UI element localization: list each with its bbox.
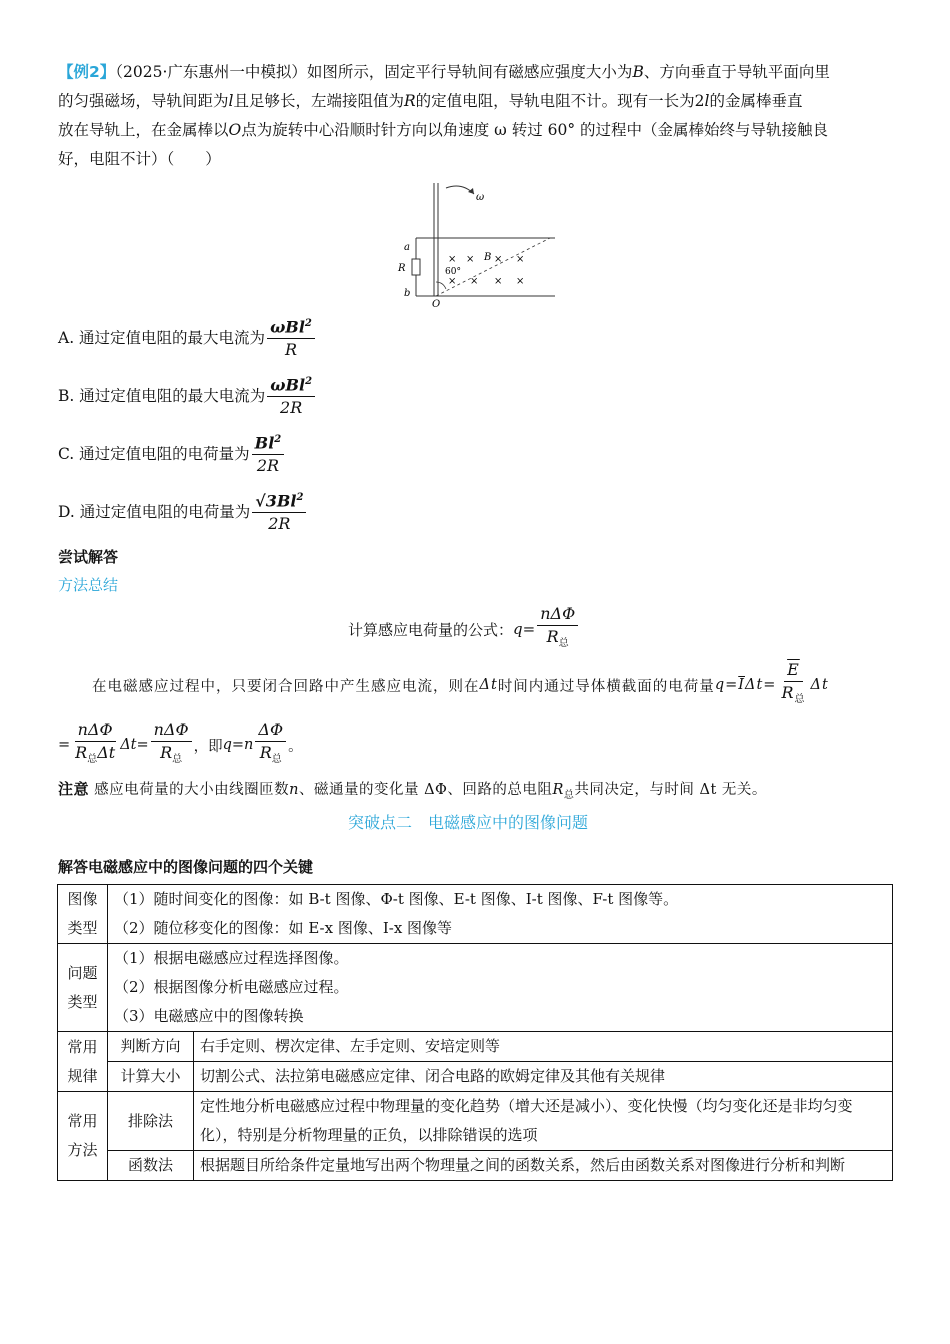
formula-eq: = <box>522 620 536 639</box>
field-cross-icon: × <box>516 254 525 265</box>
deriv-q: q= <box>714 677 739 694</box>
deriv-dt: Δt <box>810 677 829 694</box>
resistor-label: R <box>398 263 406 274</box>
example-text: 放在导轨上，在金属棒以 <box>58 121 229 139</box>
field-cross-icon: × <box>494 254 503 265</box>
table-row <box>58 1032 893 1062</box>
example-line-3 <box>58 116 893 145</box>
row-content: 定性地分析电磁感应过程中物理量的变化趋势（增大还是减小）、变化快慢（均匀变化还是非均匀变化），特别是分析物理量的正负，以排除错误的选项 <box>194 1092 893 1151</box>
symbol-r: R <box>404 92 416 110</box>
symbol-l: l <box>704 92 710 110</box>
example-paragraph <box>58 58 893 174</box>
option-fraction: $\frac{√3Bl^2}{2R}$ <box>252 488 306 534</box>
table-row <box>58 1151 893 1181</box>
arrow-head-icon <box>468 188 474 194</box>
field-cross-icon: × <box>466 254 475 265</box>
deriv-text: 时间内通过导体横截面的电荷量 <box>497 678 715 695</box>
method-summary-heading: 方法总结 <box>58 576 119 594</box>
deriv-dt: Δt= <box>120 737 149 754</box>
point-b-label: b <box>404 288 411 299</box>
note-r: R <box>552 782 564 798</box>
field-cross-icon: × <box>448 276 457 287</box>
deriv-dt: Δt= <box>744 677 777 694</box>
example-line-1 <box>58 58 893 87</box>
derivation-line-2 <box>58 720 303 770</box>
row-content: 右手定则、楞次定律、左手定则、安培定则等 <box>194 1032 893 1062</box>
example-line-2 <box>58 87 893 116</box>
resistor-symbol <box>412 259 420 275</box>
deriv-text: ，即 <box>193 738 223 755</box>
table-title: 解答电磁感应中的图像问题的四个关键 <box>58 858 314 876</box>
note-label: 注意 <box>58 780 90 798</box>
option-text: A. 通过定值电阻的最大电流为 <box>58 329 266 348</box>
omega-label: ω <box>476 192 485 203</box>
table-row <box>58 944 893 1032</box>
field-cross-icon: × <box>470 276 479 287</box>
formula-q: q <box>513 620 523 639</box>
example-line-4: 好，电阻不计）（ ） <box>58 150 221 168</box>
deriv-text: 。 <box>288 738 303 755</box>
sub-header: 判断方向 <box>108 1032 194 1062</box>
row-content: （1）随时间变化的图像：如 B-t 图像、Φ-t 图像、E-t 图像、I-t 图像、F-t 图像等。 （2）随位移变化的图像：如 E-x 图像、I-x 图像等 <box>108 885 893 944</box>
row-header: 问题 类型 <box>58 944 108 1032</box>
note-text: 共同决定，与时间 Δt 无关。 <box>574 782 767 798</box>
deriv-text: 在电磁感应过程中，只要闭合回路中产生感应电流，则在 <box>92 678 480 695</box>
symbol-o: O <box>228 121 242 139</box>
example-tag: 【例2】 <box>58 63 116 81</box>
option-d[interactable] <box>58 488 308 534</box>
example-text: 的匀强磁场，导轨间距为 <box>58 92 229 110</box>
point-a-label: a <box>404 242 410 253</box>
option-c[interactable] <box>58 430 286 476</box>
option-text: B. 通过定值电阻的最大电流为 <box>58 387 266 406</box>
option-text: D. 通过定值电阻的电荷量为 <box>58 503 251 522</box>
field-cross-icon: × <box>494 276 503 287</box>
sub-header: 排除法 <box>108 1092 194 1151</box>
table-row <box>58 885 893 944</box>
example-source: （2025·广东惠州一中模拟） <box>115 63 307 81</box>
example-text: 如图所示，固定平行导轨间有磁感应强度大小为 <box>306 63 633 81</box>
example-text: 且足够长，左端接阻值为 <box>233 92 404 110</box>
formula-label: 计算感应电荷量的公式： <box>348 620 514 639</box>
example-text: 的定值电阻，导轨电阻不计。现有一长为2 <box>415 92 705 110</box>
deriv-fraction-2: $\frac{\text{nΔΦ}}{R_总\Delta t}$ <box>75 720 116 766</box>
example-text: 点为旋转中心沿顺时针方向以角速度 ω 转过 60° 的过程中（金属棒始终与导轨接触良 <box>241 121 829 139</box>
try-answer-heading: 尝试解答 <box>58 548 119 566</box>
option-text: C. 通过定值电阻的电荷量为 <box>58 445 250 464</box>
option-fraction: $\frac{\omega Bl^2}{R}$ <box>267 314 315 360</box>
deriv-fraction-4: $\frac{\Delta\Phi}{R_总}$ <box>255 720 286 770</box>
option-b[interactable] <box>58 372 317 418</box>
note-text: 感应电荷量的大小由线圈匝数 <box>94 782 290 798</box>
sub-header: 计算大小 <box>108 1062 194 1092</box>
pivot-o-label: O <box>432 299 441 308</box>
deriv-fraction-3: $\frac{\text{nΔΦ}}{R_总}$ <box>151 720 192 770</box>
section-title: 突破点二 电磁感应中的图像问题 <box>348 813 589 832</box>
row-content: 根据题目所给条件定量地写出两个物理量之间的函数关系，然后由函数关系对图像进行分析和判断 <box>194 1151 893 1181</box>
option-fraction: $\frac{Bl^2}{2R}$ <box>252 430 285 476</box>
formula-fraction: $\frac{\text{nΔΦ}}{R_总}$ <box>537 604 578 654</box>
key-points-table <box>57 884 893 1181</box>
field-cross-icon: × <box>516 276 525 287</box>
field-b-label: B <box>484 252 492 263</box>
row-content: （1）根据电磁感应过程选择图像。 （2）根据图像分析电磁感应过程。 （3）电磁感应中的图像转换 <box>108 944 893 1032</box>
table-row <box>58 1092 893 1151</box>
row-header: 常用 方法 <box>58 1092 108 1181</box>
rotation-arrow <box>446 186 474 194</box>
note-n: n <box>289 782 299 798</box>
example-text: 的金属棒垂直 <box>709 92 803 110</box>
row-header: 图像 类型 <box>58 885 108 944</box>
sub-header: 函数法 <box>108 1151 194 1181</box>
deriv-q: q=n <box>222 737 254 754</box>
option-fraction: $\frac{\omega Bl^2}{2R}$ <box>267 372 315 418</box>
field-cross-icon: × <box>448 254 457 265</box>
rails-figure <box>390 178 560 308</box>
row-header: 常用 规律 <box>58 1032 108 1092</box>
derivation-line-1 <box>92 660 829 710</box>
example-text: 、方向垂直于导轨平面向里 <box>643 63 830 81</box>
row-content: 切割公式、法拉第电磁感应定律、闭合电路的欧姆定律及其他有关规律 <box>194 1062 893 1092</box>
deriv-fraction-1: $\frac{\overline{E}}{R_总}$ <box>781 660 806 706</box>
angle-label: 60° <box>445 267 461 277</box>
note-text: 、磁通量的变化量 ΔΦ、回路的总电阻 <box>298 782 553 798</box>
deriv-dt: Δt <box>479 677 498 694</box>
charge-formula <box>348 604 580 654</box>
note-line: 注意 感应电荷量的大小由线圈匝数n、磁通量的变化量 ΔΦ、回路的总电阻$R_总$共同决定，与时间 Δt 无关。 <box>58 780 767 801</box>
deriv-eq: = <box>58 737 71 754</box>
symbol-l: l <box>228 92 234 110</box>
deriv-i-avg: $\overline{I}$ <box>738 677 745 694</box>
option-a[interactable] <box>58 314 317 360</box>
symbol-b: B <box>632 63 644 81</box>
table-row <box>58 1062 893 1092</box>
